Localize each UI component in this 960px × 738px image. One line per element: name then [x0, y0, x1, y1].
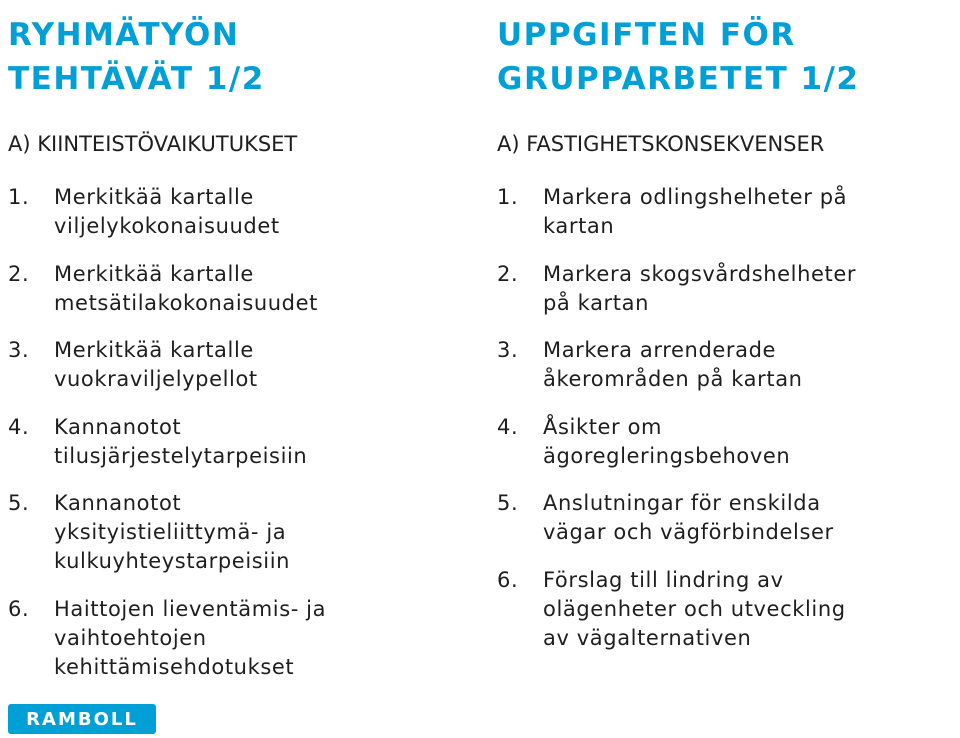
list-item [497, 260, 856, 318]
item-line: Haittojen lieventämis- ja [54, 596, 327, 621]
item-text [54, 260, 318, 318]
item-line: kehittämisehdotukset [54, 654, 295, 679]
item-number: 4. [497, 414, 519, 439]
item-number: 2. [497, 261, 519, 286]
item-line: vägar och vägförbindelser [543, 520, 834, 544]
title-line: UPPGIFTEN FÖR [497, 17, 796, 53]
item-line: av vägalternativen [543, 625, 752, 650]
item-line: Kannanotot [54, 414, 182, 439]
list-item [8, 595, 326, 682]
finnish-section-heading: A) KIINTEISTÖVAIKUTUKSET [8, 132, 298, 156]
finnish-task-list [8, 183, 326, 700]
item-number: 2. [8, 261, 30, 286]
item-number: 1. [8, 185, 30, 209]
item-number: 1. [497, 185, 519, 209]
item-line: kulkuyhteystarpeisiin [54, 549, 291, 573]
item-line: Merkitkää kartalle [54, 261, 254, 286]
item-text [54, 489, 290, 576]
item-line: vuokraviljelypellot [54, 367, 258, 391]
logo-text: RAMBOLL [26, 708, 138, 730]
item-text [54, 595, 326, 682]
item-number: 5. [8, 491, 30, 515]
item-line: Merkitkää kartalle [54, 185, 254, 209]
title-line: RYHMÄTYÖN [8, 17, 240, 53]
list-item [497, 489, 856, 547]
list-item [8, 260, 326, 318]
item-line: Merkitkää kartalle [54, 338, 254, 362]
item-line: Förslag till lindring av [543, 567, 784, 592]
item-line: Åsikter om [543, 414, 663, 439]
swedish-section-heading: A) FASTIGHETSKONSEKVENSER [497, 132, 825, 156]
item-text [54, 336, 258, 394]
item-line: tilusjärjestelytarpeisiin [54, 443, 308, 468]
item-number: 6. [497, 567, 519, 592]
item-text [543, 336, 803, 394]
swedish-task-list [497, 183, 856, 671]
item-number: 5. [497, 491, 519, 515]
item-text [54, 413, 307, 471]
list-item [497, 183, 856, 241]
item-text [543, 183, 847, 241]
item-line: viljelykokonaisuudet [54, 214, 280, 238]
finnish-title [8, 13, 265, 101]
title-line: TEHTÄVÄT 1/2 [8, 61, 265, 97]
ramboll-logo [8, 704, 156, 734]
item-number: 4. [8, 414, 30, 439]
list-item [8, 183, 326, 241]
item-line: åkerområden på kartan [543, 367, 803, 391]
item-line: på kartan [543, 290, 649, 315]
list-item [497, 336, 856, 394]
item-text [543, 566, 846, 653]
item-number: 3. [8, 338, 30, 362]
item-line: vaihtoehtojen [54, 625, 207, 650]
item-line: yksityistieliittymä- ja [54, 520, 287, 544]
item-number: 3. [497, 338, 519, 362]
item-line: Anslutningar för enskilda [543, 491, 821, 515]
item-number: 6. [8, 596, 30, 621]
list-item [497, 566, 856, 653]
title-line: GRUPPARBETET 1/2 [497, 61, 860, 97]
item-line: Markera skogsvårdshelheter [543, 261, 857, 286]
list-item [497, 413, 856, 471]
item-line: ägoregleringsbehoven [543, 443, 791, 468]
item-line: Kannanotot [54, 491, 182, 515]
item-text [543, 413, 790, 471]
item-line: Markera arrenderade [543, 338, 777, 362]
item-line: olägenheter och utveckling [543, 596, 846, 621]
item-line: kartan [543, 214, 615, 238]
list-item [8, 413, 326, 471]
swedish-title [497, 13, 859, 101]
item-text [543, 260, 856, 318]
item-text [543, 489, 834, 547]
list-item [8, 336, 326, 394]
item-line: Markera odlingshelheter på [543, 185, 848, 209]
list-item [8, 489, 326, 576]
item-text [54, 183, 280, 241]
item-line: metsätilakokonaisuudet [54, 290, 318, 315]
